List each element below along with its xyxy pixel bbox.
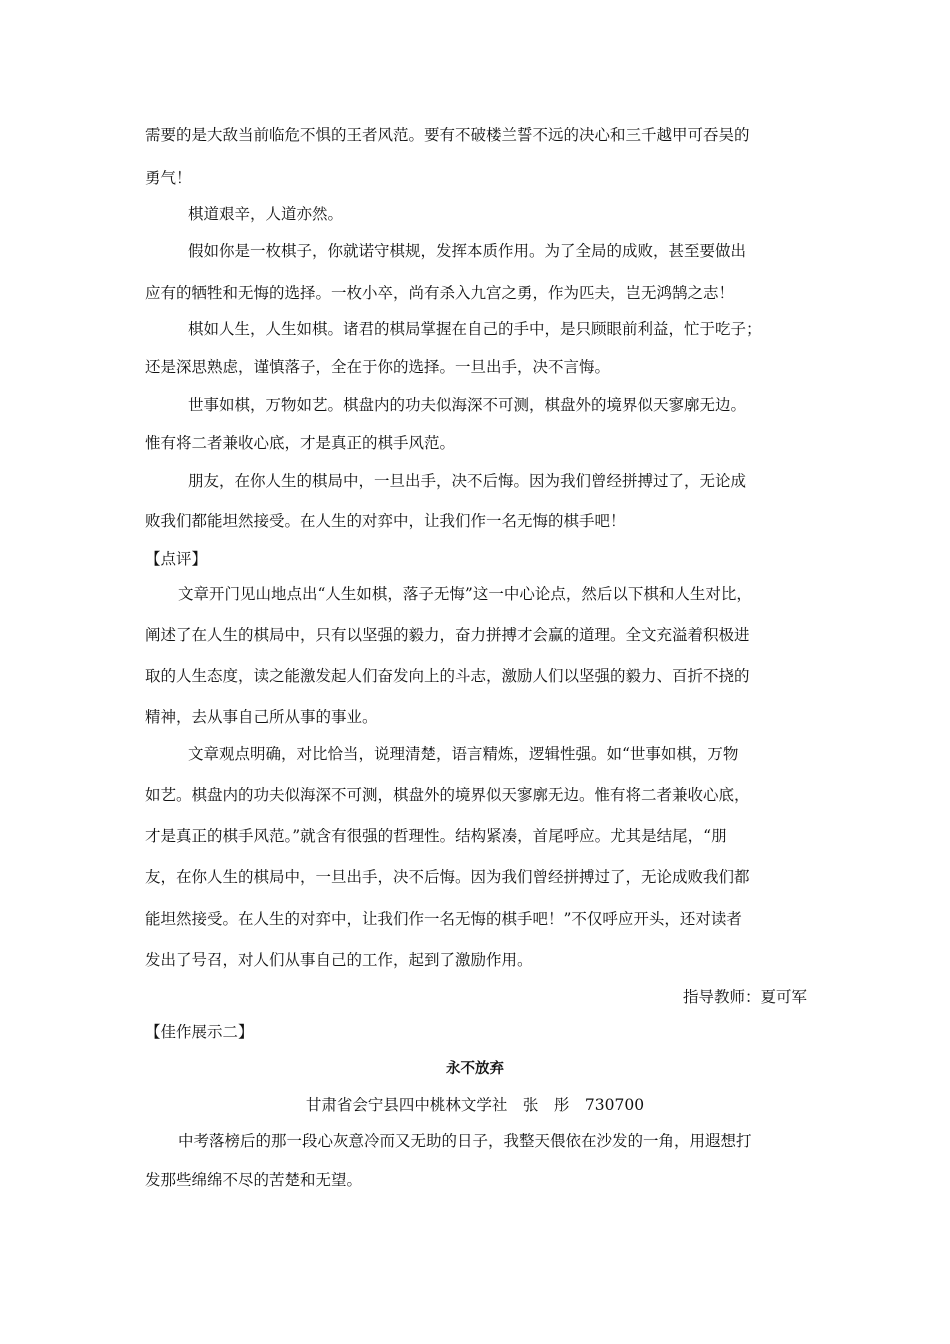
essay-line: 惟有将二者兼收心底，才是真正的棋手风范。	[145, 434, 456, 452]
essay-paragraph-start: 中考落榜后的那一段心灰意冷而又无助的日子，我整天偎依在沙发的一角，用遐想打	[178, 1132, 752, 1150]
comment-heading: 【点评】	[145, 550, 208, 568]
teacher-credit: 指导教师：夏可军	[682, 988, 807, 1006]
comment-paragraph-start: 文章开门见山地点出“人生如棋，落子无悔”这一中心论点，然后以下棋和人生对比，	[178, 585, 752, 603]
essay-line: 败我们都能坦然接受。在人生的对弈中，让我们作一名无悔的棋手吧！	[145, 512, 626, 530]
comment-line: 发出了号召，对人们从事自己的工作，起到了激励作用。	[145, 951, 533, 969]
comment-line: 能坦然接受。在人生的对弈中，让我们作一名无悔的棋手吧！”不仅呼应开头，还对读者	[145, 910, 742, 928]
essay-line: 勇气！	[145, 169, 192, 187]
essay-paragraph-start: 世事如棋，万物如艺。棋盘内的功夫似海深不可测，棋盘外的境界似天寥廓无边。	[188, 396, 747, 414]
essay-line: 发那些绵绵不尽的苦楚和无望。	[145, 1171, 363, 1189]
comment-line: 友，在你人生的棋局中，一旦出手，决不后悔。因为我们曾经拼搏过了，无论成败我们都	[145, 868, 750, 886]
comment-paragraph-start: 文章观点明确，对比恰当，说理清楚，语言精炼，逻辑性强。如“世事如棋，万物	[188, 745, 739, 763]
essay-line: 应有的牺牲和无悔的选择。一枚小卒，尚有杀入九宫之勇，作为匹夫，岂无鸿鹄之志！	[145, 284, 735, 302]
comment-line: 阐述了在人生的棋局中，只有以坚强的毅力，奋力拼搏才会赢的道理。全文充溢着积极进	[145, 626, 750, 644]
comment-line: 取的人生态度，读之能激发起人们奋发向上的斗志，激励人们以坚强的毅力、百折不挠的	[145, 667, 750, 685]
section-heading: 【佳作展示二】	[145, 1023, 254, 1041]
essay-paragraph-start: 假如你是一枚棋子，你就诺守棋规，发挥本质作用。为了全局的成败，甚至要做出	[188, 242, 747, 260]
essay-paragraph-start: 朋友，在你人生的棋局中，一旦出手，决不后悔。因为我们曾经拼搏过了，无论成	[188, 472, 747, 490]
essay-title: 永不放弃	[446, 1061, 504, 1077]
comment-line: 如艺。棋盘内的功夫似海深不可测，棋盘外的境界似天寥廓无边。惟有将二者兼收心底，	[145, 786, 750, 804]
author-line: 甘肃省会宁县四中桃林文学社 张 彤 730700	[305, 1096, 645, 1114]
essay-line: 需要的是大敌当前临危不惧的王者风范。要有不破楼兰誓不远的决心和三千越甲可吞吴的	[145, 126, 750, 144]
comment-line: 才是真正的棋手风范。”就含有很强的哲理性。结构紧凑，首尾呼应。尤其是结尾，“朋	[145, 827, 727, 845]
essay-paragraph-start: 棋道艰辛，人道亦然。	[188, 205, 344, 223]
comment-line: 精神，去从事自己所从事的事业。	[145, 708, 378, 726]
essay-paragraph-start: 棋如人生，人生如棋。诸君的棋局掌握在自己的手中，是只顾眼前利益，忙于吃子；	[188, 320, 762, 338]
essay-line: 还是深思熟虑，谨慎落子，全在于你的选择。一旦出手，决不言悔。	[145, 358, 611, 376]
